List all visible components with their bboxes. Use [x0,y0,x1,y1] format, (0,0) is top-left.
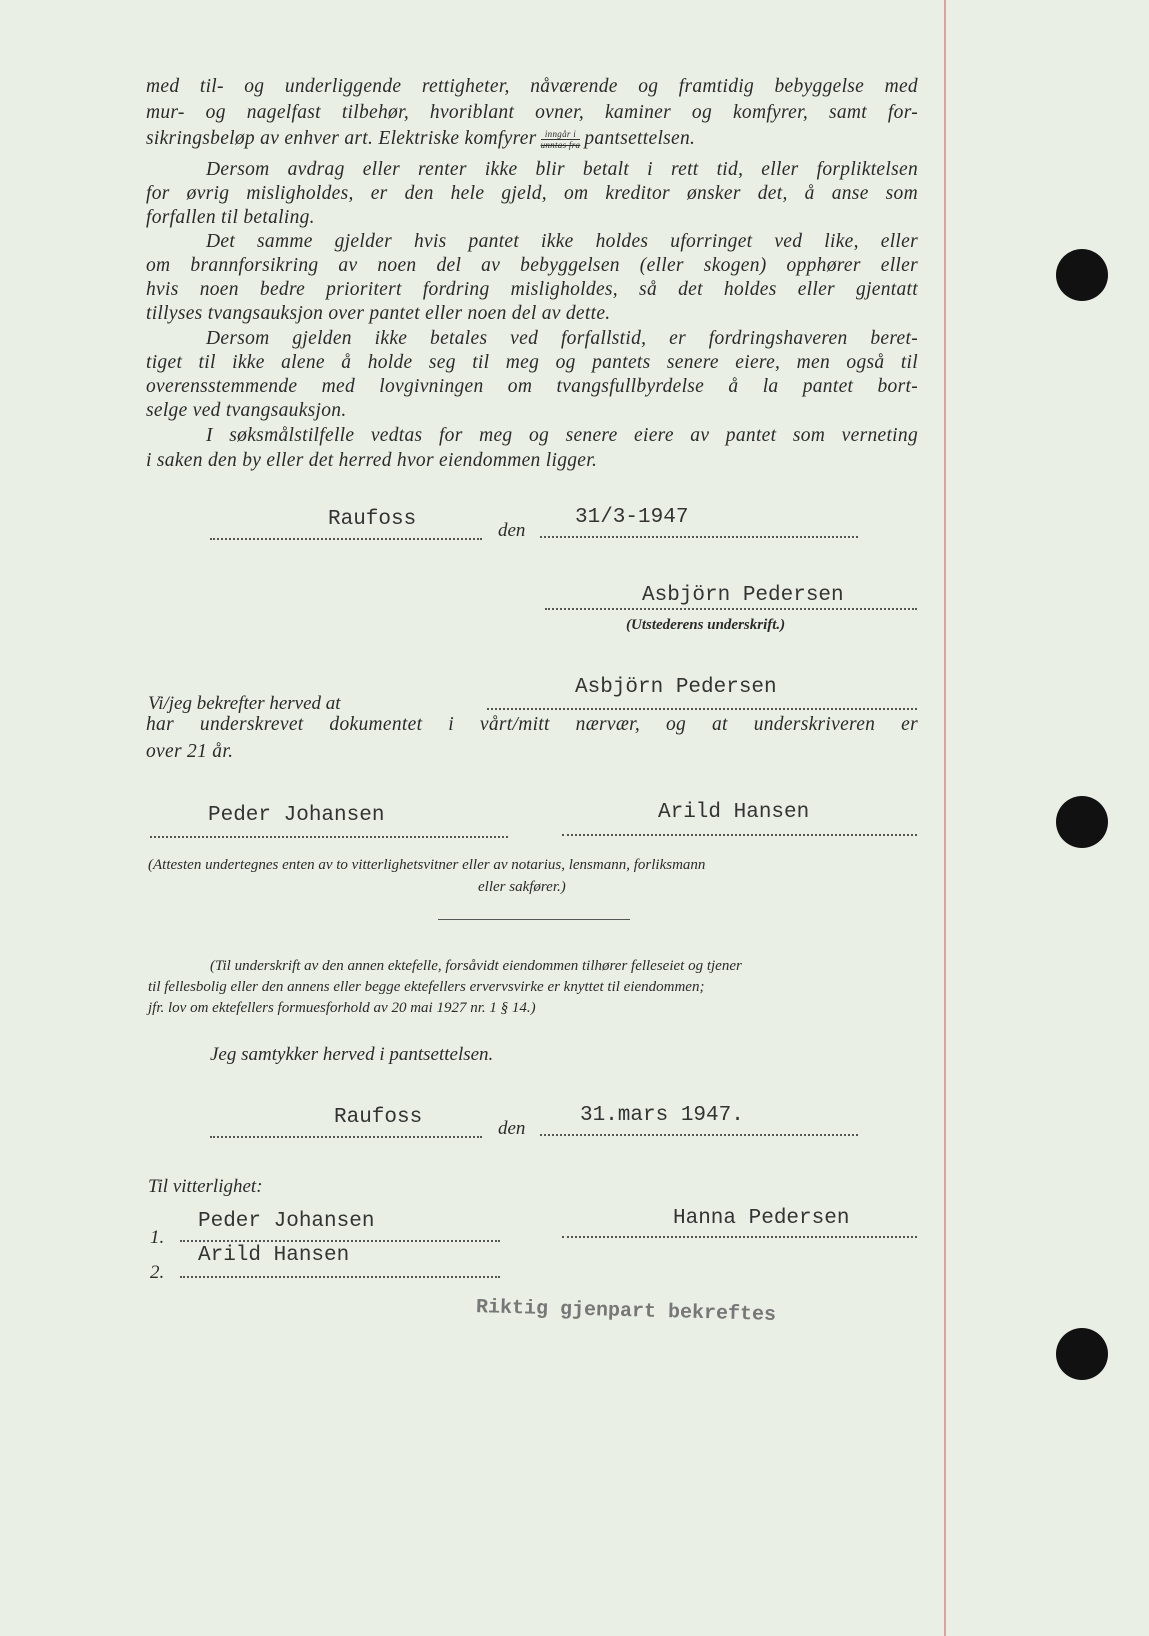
attest-note: (Attesten undertegnes enten av to vitterlighetsvitner eller av notarius, lensmann, forliksmann [148,857,706,873]
option-fraction [541,129,581,150]
body-line: med til- og underliggende rettigheter, nåværende og framtidig bebyggelse med [146,76,918,97]
body-line: I søksmålstilfelle vedtas for meg og senere eiere av pantet som verneting [206,425,918,446]
body-line: om brannforsikring av noen del av bebyggelsen (eller skogen) opphører eller [146,255,918,276]
issuer-caption: (Utstederens underskrift.) [626,617,786,633]
spouse-signature: Hanna Pedersen [673,1207,850,1230]
punch-hole [1056,796,1108,848]
witness-1: Peder Johansen [198,1210,375,1233]
fraction-bottom: unntas fra [540,140,581,151]
dotted-line [540,536,858,538]
body-line: Det samme gjelder hvis pantet ikke holdes uforringet ved like, eller [206,231,918,252]
dotted-line [210,538,482,540]
body-text: sikringsbeløp av enhver art. Elektriske komfyrer [146,128,537,149]
place-field: Raufoss [328,508,417,531]
confirmation-label: Vi/jeg bekrefter herved at [148,693,341,714]
dotted-line [180,1276,500,1278]
body-text: pantsettelsen. [584,128,696,149]
punch-hole [1056,1328,1108,1380]
den-label: den [498,520,526,541]
witness-2: Arild Hansen [198,1244,350,1267]
body-line: selge ved tvangsauksjon. [146,400,347,421]
body-line: Dersom avdrag eller renter ikke blir betalt i rett tid, eller forpliktelsen [206,159,918,180]
certification-stamp: Riktig gjenpart bekreftes [475,1296,777,1327]
date-field: 31/3-1947 [575,506,689,529]
witness-number: 2. [150,1262,165,1283]
issuer-signature: Asbjörn Pedersen [642,584,844,607]
dotted-line [540,1134,858,1136]
dotted-line [210,1136,482,1138]
confirmed-name: Asbjörn Pedersen [575,676,777,699]
confirmation-line: har underskrevet dokumentet i vårt/mitt nærvær, og at underskriveren er [146,714,918,735]
punch-hole [1056,249,1108,301]
spouse-note: jfr. lov om ektefellers formuesforhold av 20 mai 1927 nr. 1 § 14.) [148,1000,536,1016]
divider [438,919,630,920]
den-label: den [498,1118,526,1139]
body-line: tillyses tvangsauksjon over pantet eller noen del av dette. [146,303,611,324]
body-line: hvis noen bedre prioritert fordring misligholdes, så det holdes eller gjentatt [146,279,918,300]
attest-note: eller sakfører.) [478,879,566,895]
dotted-line [562,1236,917,1238]
witness-right: Arild Hansen [658,801,810,824]
spouse-note: til fellesbolig eller den annens eller begge ektefellers ervervsvirke er knyttet til eiendommen; [148,979,705,995]
body-line: overensstemmende med lovgivningen om tvangsfullbyrdelse å la pantet bort- [146,376,918,397]
dotted-line [562,834,917,836]
fraction-top: inngår i [541,129,581,140]
body-line: i saken den by eller det herred hvor eiendommen ligger. [146,450,598,471]
spouse-note: (Til underskrift av den annen ektefelle, forsåvidt eiendommen tilhører felleseiet og tjener [210,958,742,974]
dotted-line [180,1240,500,1242]
body-line: for øvrig misligholdes, er den hele gjeld, om kreditor ønsker det, å anse som [146,183,918,204]
dotted-line [545,608,917,610]
witness-label: Til vitterlighet: [148,1176,263,1197]
body-line: mur- og nagelfast tilbehør, hvoriblant ovner, kaminer og komfyrer, samt for- [146,102,918,123]
date-field: 31.mars 1947. [580,1104,744,1127]
witness-number: 1. [150,1227,165,1248]
witness-left: Peder Johansen [208,804,385,827]
body-line: Dersom gjelden ikke betales ved forfallstid, er fordringshaveren beret- [206,328,918,349]
body-line: forfallen til betaling. [146,207,315,228]
body-line [146,128,918,150]
confirmation-line: over 21 år. [146,741,234,762]
body-line: tiget til ikke alene å holde seg til meg og pantets senere eiere, men også til [146,352,918,373]
dotted-line [487,708,917,710]
consent-text: Jeg samtykker herved i pantsettelsen. [210,1044,494,1065]
margin-line [944,0,946,1636]
dotted-line [150,836,508,838]
place-field: Raufoss [334,1106,423,1129]
